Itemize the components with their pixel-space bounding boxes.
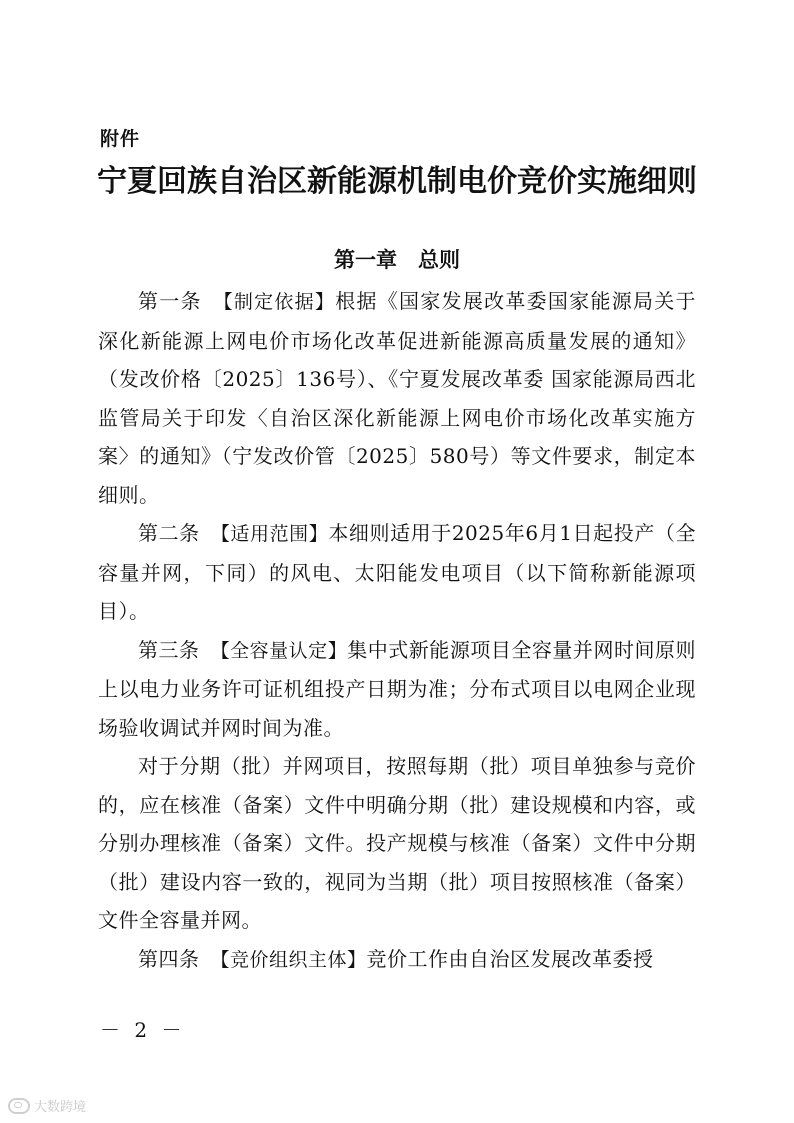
article-label: 【全容量认定】 (220, 639, 348, 662)
article-number: 第四条 (138, 946, 200, 971)
article-text: 竞价工作由自治区发展改革委授 (366, 946, 654, 971)
article-text: 本细则适用于2025年6月1日起投产（全容量并网，下同）的风电、太阳能发电项目（以下简称新能源项目）。 (98, 521, 696, 623)
article-number: 第一条 (138, 289, 202, 313)
article-text: 集中式新能源项目全容量并网时间原则上以电力业务许可证机组投产日期为准；分布式项目以电网企业现场验收调试并网时间为准。 (98, 637, 697, 740)
article-text: 对于分期（批）并网项目，按照每期（批）项目单独参与竞价的，应在核准（备案）文件中明确分期（批）建设规模和内容，或分别办理核准（备案）文件。投产规模与核准（备案）文件中分期（批）建设内容一致的，视同为当期（批）项目按照核准（备案）文件全容量并网。 (98, 754, 696, 932)
chapter-heading: 第一章 总则 (334, 248, 460, 272)
article-label: 【竞价组织主体】 (220, 948, 367, 971)
article-text: 根据《国家发展改革委国家能源局关于深化新能源上网电价市场化改革促进新能源高质量发展的通知》（发改价格〔2025〕136号）、《宁夏发展改革委 国家能源局西北监管局关于印发〈自治区深化新能源上网电价市场化改革实施方案〉的通知》（宁发改价管〔2025〕580号）等文件要求，制定本细则。 (98, 289, 697, 507)
document-body (98, 282, 696, 979)
watermark-text: 大数跨境 (34, 1100, 87, 1115)
article-2 (98, 514, 696, 631)
article-4 (98, 940, 696, 980)
watermark-logo-icon (8, 1098, 30, 1114)
article-1 (98, 282, 696, 514)
article-number: 第三条 (138, 637, 200, 662)
article-number: 第二条 (138, 521, 200, 545)
article-3 (98, 631, 696, 748)
article-label: 【适用范围】 (220, 523, 329, 545)
page-number: － 2 － (100, 1018, 186, 1042)
article-3-paragraph-2 (98, 747, 696, 940)
document-title: 宁夏回族自治区新能源机制电价竞价实施细则 (97, 164, 697, 199)
attachment-label: 附件 (100, 128, 141, 150)
watermark (8, 1096, 86, 1115)
article-label: 【制定依据】 (223, 291, 336, 313)
